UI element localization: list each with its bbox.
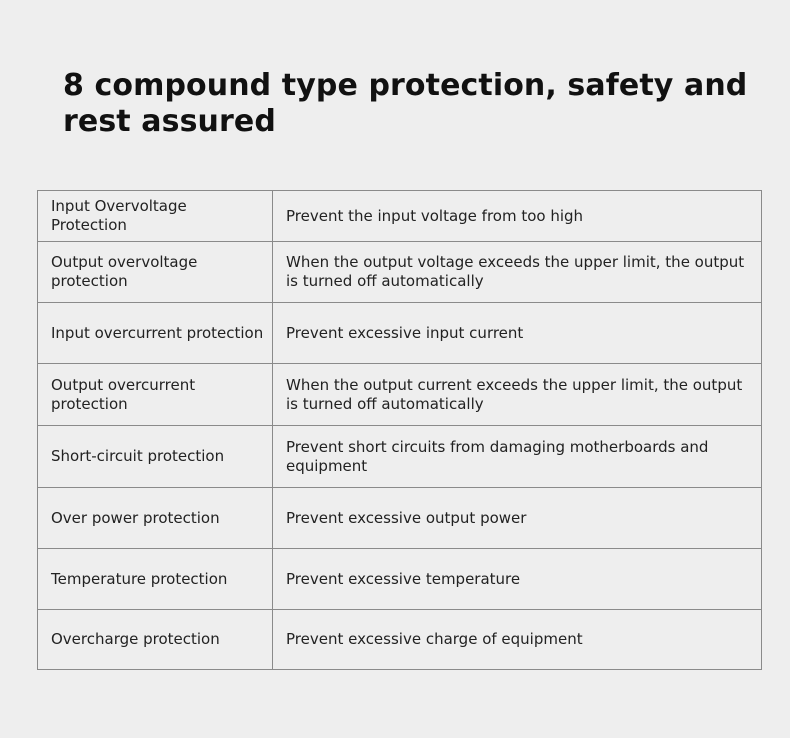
table-row (38, 191, 762, 242)
description-cell: Prevent excessive input current (273, 303, 762, 364)
description-cell: Prevent short circuits from damaging motherboards and equipment (273, 426, 762, 488)
feature-cell: Overcharge protection (38, 610, 273, 670)
table-row (38, 549, 762, 610)
table-row (38, 242, 762, 303)
description-cell: Prevent excessive temperature (273, 549, 762, 610)
table-row (38, 488, 762, 549)
description-cell: When the output voltage exceeds the upper limit, the output is turned off automatically (273, 242, 762, 303)
protection-table (37, 190, 762, 670)
feature-cell: Short-circuit protection (38, 426, 273, 488)
feature-cell: Input Overvoltage Protection (38, 191, 273, 242)
description-cell: When the output current exceeds the upper limit, the output is turned off automatically (273, 364, 762, 426)
feature-cell: Output overvoltage protection (38, 242, 273, 303)
feature-cell: Input overcurrent protection (38, 303, 273, 364)
description-cell: Prevent the input voltage from too high (273, 191, 762, 242)
feature-cell: Temperature protection (38, 549, 273, 610)
table-row (38, 303, 762, 364)
feature-cell: Output overcurrent protection (38, 364, 273, 426)
table-row (38, 364, 762, 426)
table-row (38, 610, 762, 670)
description-cell: Prevent excessive output power (273, 488, 762, 549)
table-row (38, 426, 762, 488)
description-cell: Prevent excessive charge of equipment (273, 610, 762, 670)
page-title: 8 compound type protection, safety and rest assured (63, 68, 748, 139)
feature-cell: Over power protection (38, 488, 273, 549)
